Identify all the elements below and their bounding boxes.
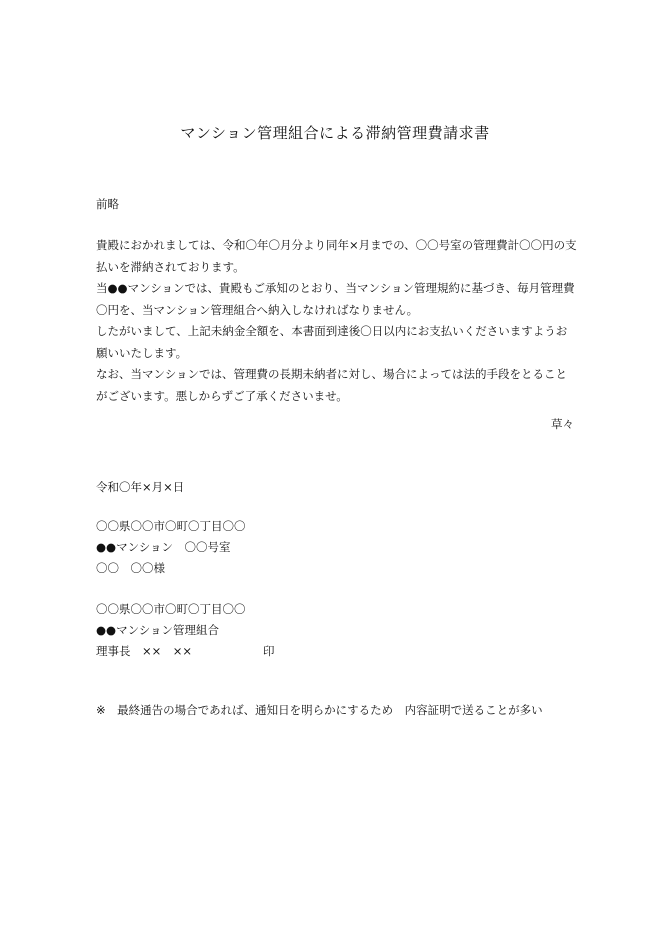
recipient-address: 〇〇県〇〇市〇町〇丁目〇〇: [96, 519, 246, 533]
sender-address: 〇〇県〇〇市〇町〇丁目〇〇: [96, 602, 246, 616]
body-paragraph-1: 貴殿におかれましては、令和〇年〇月分より同年×月までの、〇〇号室の管理費計〇〇円の支払いを滞納されております。: [96, 238, 577, 274]
footnote: ※ 最終通告の場合であれば、通知日を明らかにするため 内容証明で送ることが多い: [96, 703, 543, 717]
body-paragraph-2: 当●●マンションでは、貴殿もご承知のとおり、当マンション管理規約に基づき、毎月管理費〇円を、当マンション管理組合へ納入しなければなりません。: [96, 281, 575, 317]
recipient-block: [96, 516, 246, 579]
recipient-name: 〇〇 〇〇様: [96, 561, 165, 575]
closing-salutation: 草々: [551, 417, 574, 431]
body-paragraph-3: したがいまして、上記未納金全額を、本書面到達後〇日以内にお支払いくださいますようお願いいたします。: [96, 324, 568, 360]
body-paragraph-4: なお、当マンションでは、管理費の長期未納者に対し、場合によっては法的手段をとることがございます。悪しからずご了承くださいませ。: [96, 367, 567, 403]
sender-representative: 理事長 ×× ××: [96, 644, 193, 658]
recipient-building: ●●マンション 〇〇号室: [96, 540, 231, 554]
document-date: 令和〇年×月×日: [96, 480, 185, 494]
body-text: [96, 235, 578, 407]
document-title: マンション管理組合による滞納管理費請求書: [180, 124, 490, 142]
sender-organization: ●●マンション管理組合: [96, 623, 220, 637]
opening-salutation: 前略: [96, 197, 119, 211]
seal-mark: 印: [263, 644, 275, 658]
sender-block: [96, 599, 246, 662]
